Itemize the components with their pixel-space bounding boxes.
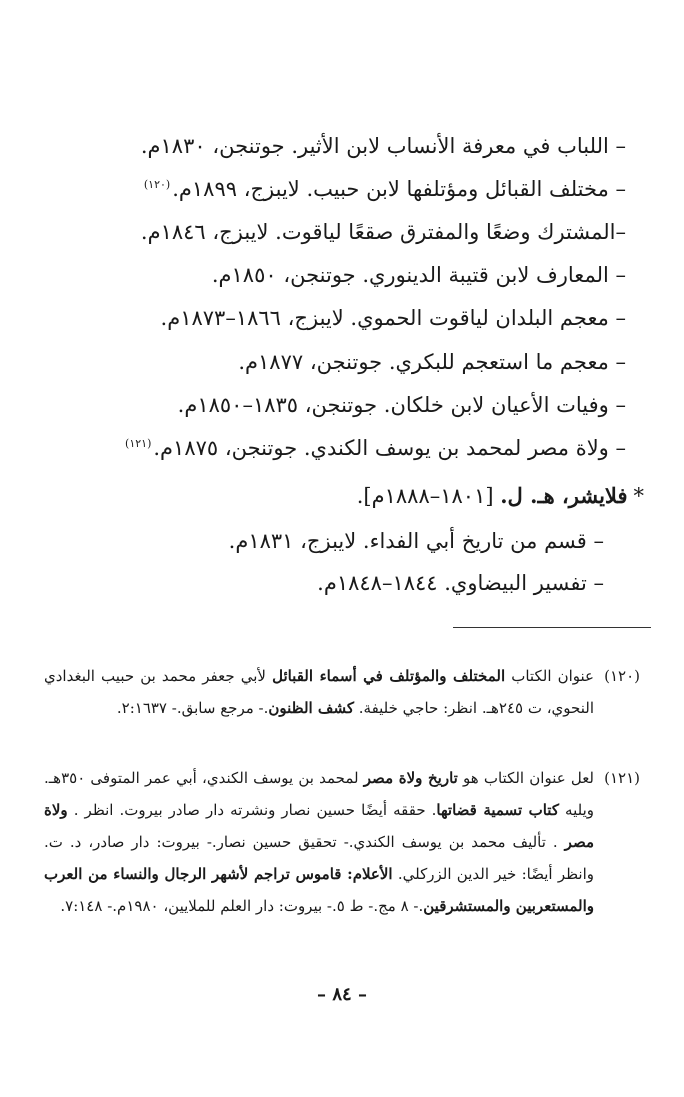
- book-title: تاريخ ولاة مصر: [363, 769, 458, 787]
- star-marker: *: [633, 484, 644, 508]
- entry-text: – وفيات الأعيان لابن خلكان. جوتنجن، ١٨٣٥–١٨٥٠م.: [177, 393, 626, 417]
- entry-text: – معجم البلدان لياقوت الحموي. لايبزج، ١٨٦٦–١٨٧٣م.: [160, 306, 626, 330]
- bibliography-entry: [66, 131, 626, 161]
- entry-text: – مختلف القبائل ومؤتلفها لابن حبيب. لايبزج، ١٨٩٩م.: [172, 177, 626, 201]
- bibliography-entry: [44, 568, 604, 598]
- bibliography-entry: [66, 390, 626, 420]
- footnote-ref: (١٢١): [125, 437, 152, 450]
- footnote-span: لعل عنوان الكتاب هو: [457, 769, 594, 787]
- bibliography-entry: [66, 347, 626, 377]
- book-title: كشف الظنون: [268, 699, 354, 717]
- entry-text: – تفسير البيضاوي. ١٨٤٤–١٨٤٨م.: [317, 571, 604, 595]
- footnote-span: عنوان الكتاب: [505, 667, 594, 685]
- entry-text: – ولاة مصر لمحمد بن يوسف الكندي. جوتنجن، ١٨٧٥م.: [153, 436, 626, 460]
- author-name: فلايشر، هـ. ل.: [500, 483, 628, 508]
- entry-text: –المشترك وضعًا والمفترق صقعًا لياقوت. لايبزج، ١٨٤٦م.: [140, 220, 626, 244]
- footnote-text: [44, 660, 594, 724]
- page-number: – ٨٤ –: [317, 984, 367, 1005]
- footnote-text: [44, 762, 594, 922]
- author-dates: [١٨٠١–١٨٨٨م].: [356, 484, 501, 508]
- bibliography-entry: [44, 526, 604, 556]
- bibliography-entry: [66, 303, 626, 333]
- book-title: الأعلام: قاموس تراجم لأشهر الرجال والنساء من العرب والمستعربين والمستشرقين: [44, 865, 594, 915]
- book-title: كتاب تسمية قضاتها: [436, 801, 559, 819]
- bibliography-entry: [66, 217, 626, 247]
- entry-text: – قسم من تاريخ أبي الفداء. لايبزج، ١٨٣١م.: [228, 529, 604, 553]
- footnote: [44, 660, 640, 724]
- bibliography-entry: [66, 174, 626, 204]
- footnote-number: (١٢١): [604, 769, 640, 787]
- book-title: ولاة مصر: [44, 801, 594, 851]
- footnote-separator: [453, 627, 651, 628]
- footnote-span: . حققه أيضًا حسين نصار ونشرته دار صادر بيروت. انظر .: [67, 801, 437, 819]
- footnote-ref: (١٢٠): [143, 178, 171, 191]
- entry-text: – اللباب في معرفة الأنساب لابن الأثير. جوتنجن، ١٨٣٠م.: [140, 134, 626, 158]
- footnote-span: لمحمد بن يوسف الكندي، أبي عمر المتوفى ٣٥٠هـ. ويليه: [44, 769, 594, 819]
- footnote-span: . تأليف محمد بن يوسف الكندي.- تحقيق حسين نصار.- بيروت: دار صادر، د. ت. وانظر أيضًا: خير الدين الزركلي.: [44, 833, 594, 883]
- footnote-span: .- ٨ مج.- ط ٥.- بيروت: دار العلم للملايين، ١٩٨٠م.- ٧:١٤٨.: [60, 897, 424, 915]
- book-title: المختلف والمؤتلف في أسماء القبائل: [272, 667, 506, 685]
- author-heading: [84, 481, 644, 511]
- bibliography-entry: [66, 260, 626, 290]
- footnote-number: (١٢٠): [604, 667, 640, 685]
- bibliography-entry: [66, 433, 626, 463]
- footnote-span: لأبي جعفر محمد بن حبيب البغدادي النحوي، ت ٢٤٥هـ. انظر: حاجي خليفة.: [44, 667, 594, 717]
- footnote-span: .- مرجع سابق.- ٢:١٦٣٧.: [116, 699, 269, 717]
- entry-text: – المعارف لابن قتيبة الدينوري. جوتنجن، ١٨٥٠م.: [211, 263, 626, 287]
- entry-text: – معجم ما استعجم للبكري. جوتنجن، ١٨٧٧م.: [238, 350, 626, 374]
- footnote: [44, 762, 640, 922]
